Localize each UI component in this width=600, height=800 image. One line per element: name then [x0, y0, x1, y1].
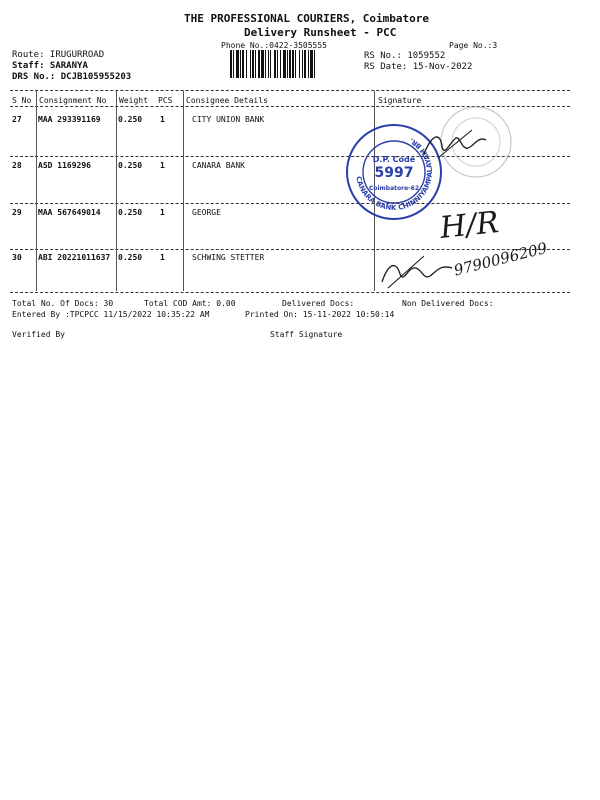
drs-number: DRS No.: DCJB105955203: [12, 72, 132, 82]
company-name: THE PROFESSIONAL COURIERS, Coimbatore: [184, 12, 430, 25]
barcode: [230, 50, 358, 78]
column-header-signature: Signature: [378, 96, 422, 105]
entered-by: Entered By :TPCPCC 11/15/2022 10:35:22 AM: [12, 310, 210, 319]
staff-signature: Staff Signature: [270, 330, 343, 339]
row-weight: 0.250: [118, 253, 143, 262]
stamp-ring-text: CANARA BANK CHINNIYAMPALAYAM BR.: [354, 136, 435, 213]
column-header-consignment: Consignment No: [39, 96, 107, 105]
column-header-pcs: PCS: [158, 96, 173, 105]
row-sno: 29: [12, 208, 22, 217]
row-consignment: MAA 567649014: [38, 208, 101, 217]
non-delivered-docs: Non Delivered Docs:: [402, 299, 494, 308]
signature-row-27: [420, 128, 490, 164]
column-divider: [116, 91, 117, 291]
row-consignment: MAA 293391169: [38, 115, 101, 124]
column-divider: [183, 91, 184, 291]
row-pcs: 1: [160, 115, 165, 124]
delivered-docs: Delivered Docs:: [282, 299, 355, 308]
column-header-consignee: Consignee Details: [186, 96, 268, 105]
row-pcs: 1: [160, 253, 165, 262]
runsheet-title: Delivery Runsheet - PCC: [244, 26, 397, 39]
stamp-code: 5997: [374, 165, 414, 181]
row-sno: 28: [12, 161, 22, 170]
route-label: Route: IRUGURROAD: [12, 50, 105, 60]
row-consignee: SCHWING STETTER: [192, 253, 265, 262]
row-rule: [10, 249, 570, 250]
rs-date: RS Date: 15-Nov-2022: [364, 62, 473, 72]
total-docs: Total No. Of Docs: 30: [12, 299, 114, 308]
row-consignee: GEORGE: [192, 208, 221, 217]
stamp-code-label: D.P. Code: [372, 155, 416, 164]
printed-on: Printed On: 15-11-2022 10:50:14: [245, 310, 395, 319]
row-consignee: CITY UNION BANK: [192, 115, 265, 124]
row-consignment: ABI 20221011637: [38, 253, 111, 262]
column-header-sno: S No: [12, 96, 32, 105]
phone-number: Phone No.:0422-3505555: [221, 41, 327, 50]
row-weight: 0.250: [118, 161, 143, 170]
row-sno: 27: [12, 115, 22, 124]
total-cod: Total COD Amt: 0.00: [144, 299, 236, 308]
row-consignee: CANARA BANK: [192, 161, 245, 170]
row-sno: 30: [12, 253, 22, 262]
row-pcs: 1: [160, 208, 165, 217]
verified-by: Verified By: [12, 330, 65, 339]
row-rule: [10, 203, 570, 204]
page-number: Page No.:3: [449, 41, 498, 50]
stamp-city: Coimbatore-62: [368, 185, 420, 192]
handwritten-hr: H/R: [438, 205, 501, 246]
handwritten-phone: 9790096209: [452, 238, 549, 280]
rs-number: RS No.: 1059552: [364, 51, 446, 61]
row-consignment: ASD 1169296: [38, 161, 91, 170]
row-weight: 0.250: [118, 115, 143, 124]
row-weight: 0.250: [118, 208, 143, 217]
signature-row-30: [378, 254, 456, 290]
staff-label: Staff: SARANYA: [12, 61, 88, 71]
row-pcs: 1: [160, 161, 165, 170]
table-top-rule: [10, 90, 570, 91]
column-divider: [36, 91, 37, 291]
column-header-weight: Weight: [119, 96, 148, 105]
table-bottom-rule: [10, 292, 570, 293]
